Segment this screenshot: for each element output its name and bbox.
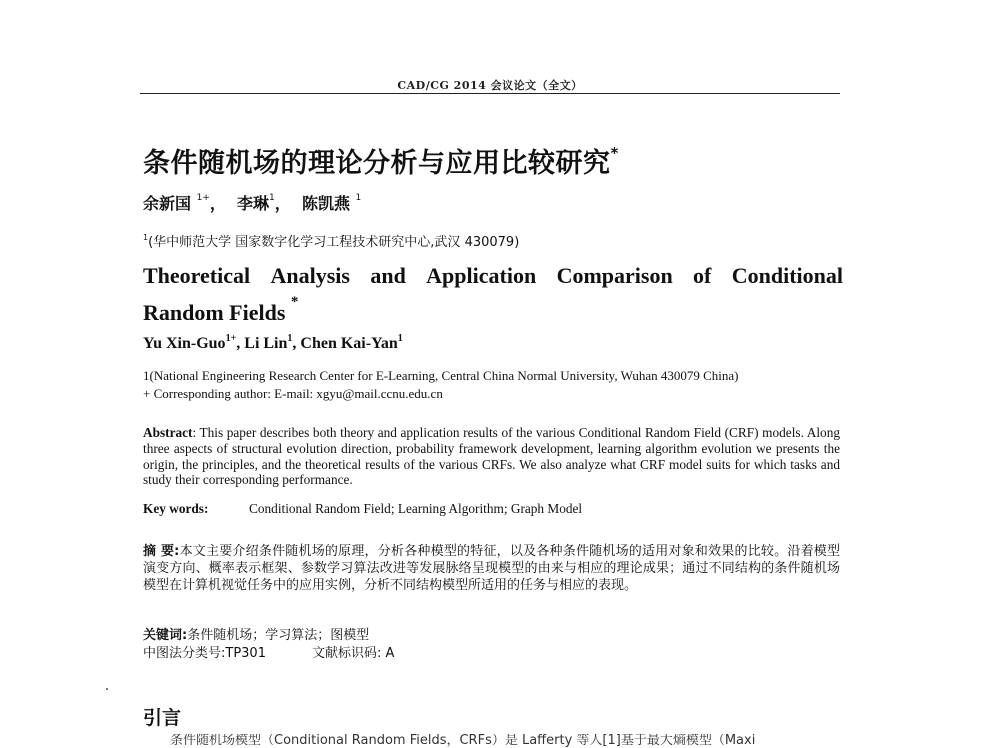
classification-line — [143, 642, 394, 661]
english-title-line-1 — [143, 262, 843, 289]
corresponding-author: + Corresponding author: E-mail: xgyu@mail.ccnu.edu.cn — [143, 386, 443, 401]
en-author-3-sup: 1 — [397, 333, 403, 344]
english-authors — [143, 333, 403, 353]
cn-abstract-text: 本文主要介绍条件随机场的原理，分析各种模型的特征，以及各种条件随机场的适用对象和效果的比较。沿着模型演变方向、概率表示框架、参数学习算法改进等发展脉络呈现模型的由来与相应的理论成果；通过不同结构的条件随机场模型在计算机视觉任务中的应用实例，分析不同结构模型所适用的任务与相应的表现。 — [143, 544, 840, 593]
section-heading-introduction: 引言 — [143, 707, 182, 729]
keywords-label: Key words: — [143, 501, 209, 516]
en-author-sep: , — [292, 335, 301, 352]
en-author-1: Yu Xin-Guo — [143, 335, 226, 352]
keywords-text: Conditional Random Field; Learning Algorithm; Graph Model — [249, 501, 583, 516]
chinese-authors — [143, 191, 361, 214]
title-word: and — [370, 263, 406, 288]
cn-author-2-sup: 1 — [269, 193, 275, 203]
title-word: Application — [426, 263, 537, 288]
english-affiliation — [143, 367, 843, 403]
en-author-2: Li Lin — [244, 335, 288, 352]
title-word: of — [693, 263, 712, 288]
english-title-line-2 — [143, 289, 843, 326]
chinese-affiliation — [143, 231, 519, 250]
en-author-3: Chen Kai-Yan — [300, 335, 398, 352]
cn-keywords-label: 关键词: — [143, 628, 188, 643]
running-head: CAD/CG 2014 会议论文（全文） — [397, 79, 583, 92]
cn-author-3-sup: 1 — [355, 193, 362, 203]
document-code: 文献标识码: A — [311, 646, 395, 661]
chinese-title — [143, 141, 619, 180]
cn-abstract-label: 摘 要: — [143, 544, 180, 559]
cn-author-sep: ， — [274, 194, 291, 213]
cn-author-3: 陈凯燕 — [301, 194, 350, 213]
cn-author-1-sup: 1+ — [196, 193, 210, 203]
title-word: Comparison — [556, 263, 673, 288]
chinese-title-text: 条件随机场的理论分析与应用比较研究 — [143, 148, 611, 179]
english-affiliation-text: 1(National Engineering Research Center for E-Learning, Central China Normal University, Wuhan 430079 China) — [143, 368, 739, 383]
en-author-1-sup: 1+ — [225, 333, 237, 344]
header-rule — [140, 93, 840, 94]
scan-speck — [106, 688, 108, 690]
english-title-footnote-mark: * — [290, 294, 299, 310]
english-title — [143, 262, 843, 326]
english-abstract — [143, 425, 840, 488]
cn-author-1: 余新国 — [143, 194, 192, 213]
cn-author-2: 李琳 — [237, 194, 270, 213]
cn-affiliation-sup: 1 — [143, 233, 149, 242]
title-line-2-text: Random Fields — [143, 300, 286, 325]
abstract-text: : This paper describes both theory and application results of the various Conditional Random Field (CRF) models. Along three aspects of structural evolution direction, probability framework development, learning algorithm evolution we presents the origin, the principles, and the theoretical results of the various CRFs. We also analyze what CRF model suits for which tasks and study their corresponding performance. — [143, 425, 840, 488]
abstract-label: Abstract — [143, 425, 193, 440]
title-word: Analysis — [270, 263, 350, 288]
classification-number: 中图法分类号:TP301 — [143, 646, 266, 661]
title-word: Theoretical — [143, 263, 251, 288]
chinese-keywords — [143, 624, 369, 643]
cn-affiliation-text: (华中师范大学 国家数字化学习工程技术研究中心,武汉 430079) — [148, 235, 520, 250]
body-text-first-line: 条件随机场模型（Conditional Random Fields，CRFs）是 Lafferty 等人[1]基于最大熵模型（Maxi — [170, 734, 756, 748]
chinese-title-footnote-mark: * — [610, 144, 619, 162]
english-keywords — [143, 501, 582, 517]
cn-keywords-text: 条件随机场；学习算法；图模型 — [187, 628, 370, 643]
en-author-sep: , — [236, 335, 245, 352]
chinese-abstract — [143, 543, 840, 594]
en-author-2-sup: 1 — [287, 333, 293, 344]
title-word: Conditional — [731, 263, 843, 288]
cn-author-sep: ， — [209, 194, 226, 213]
